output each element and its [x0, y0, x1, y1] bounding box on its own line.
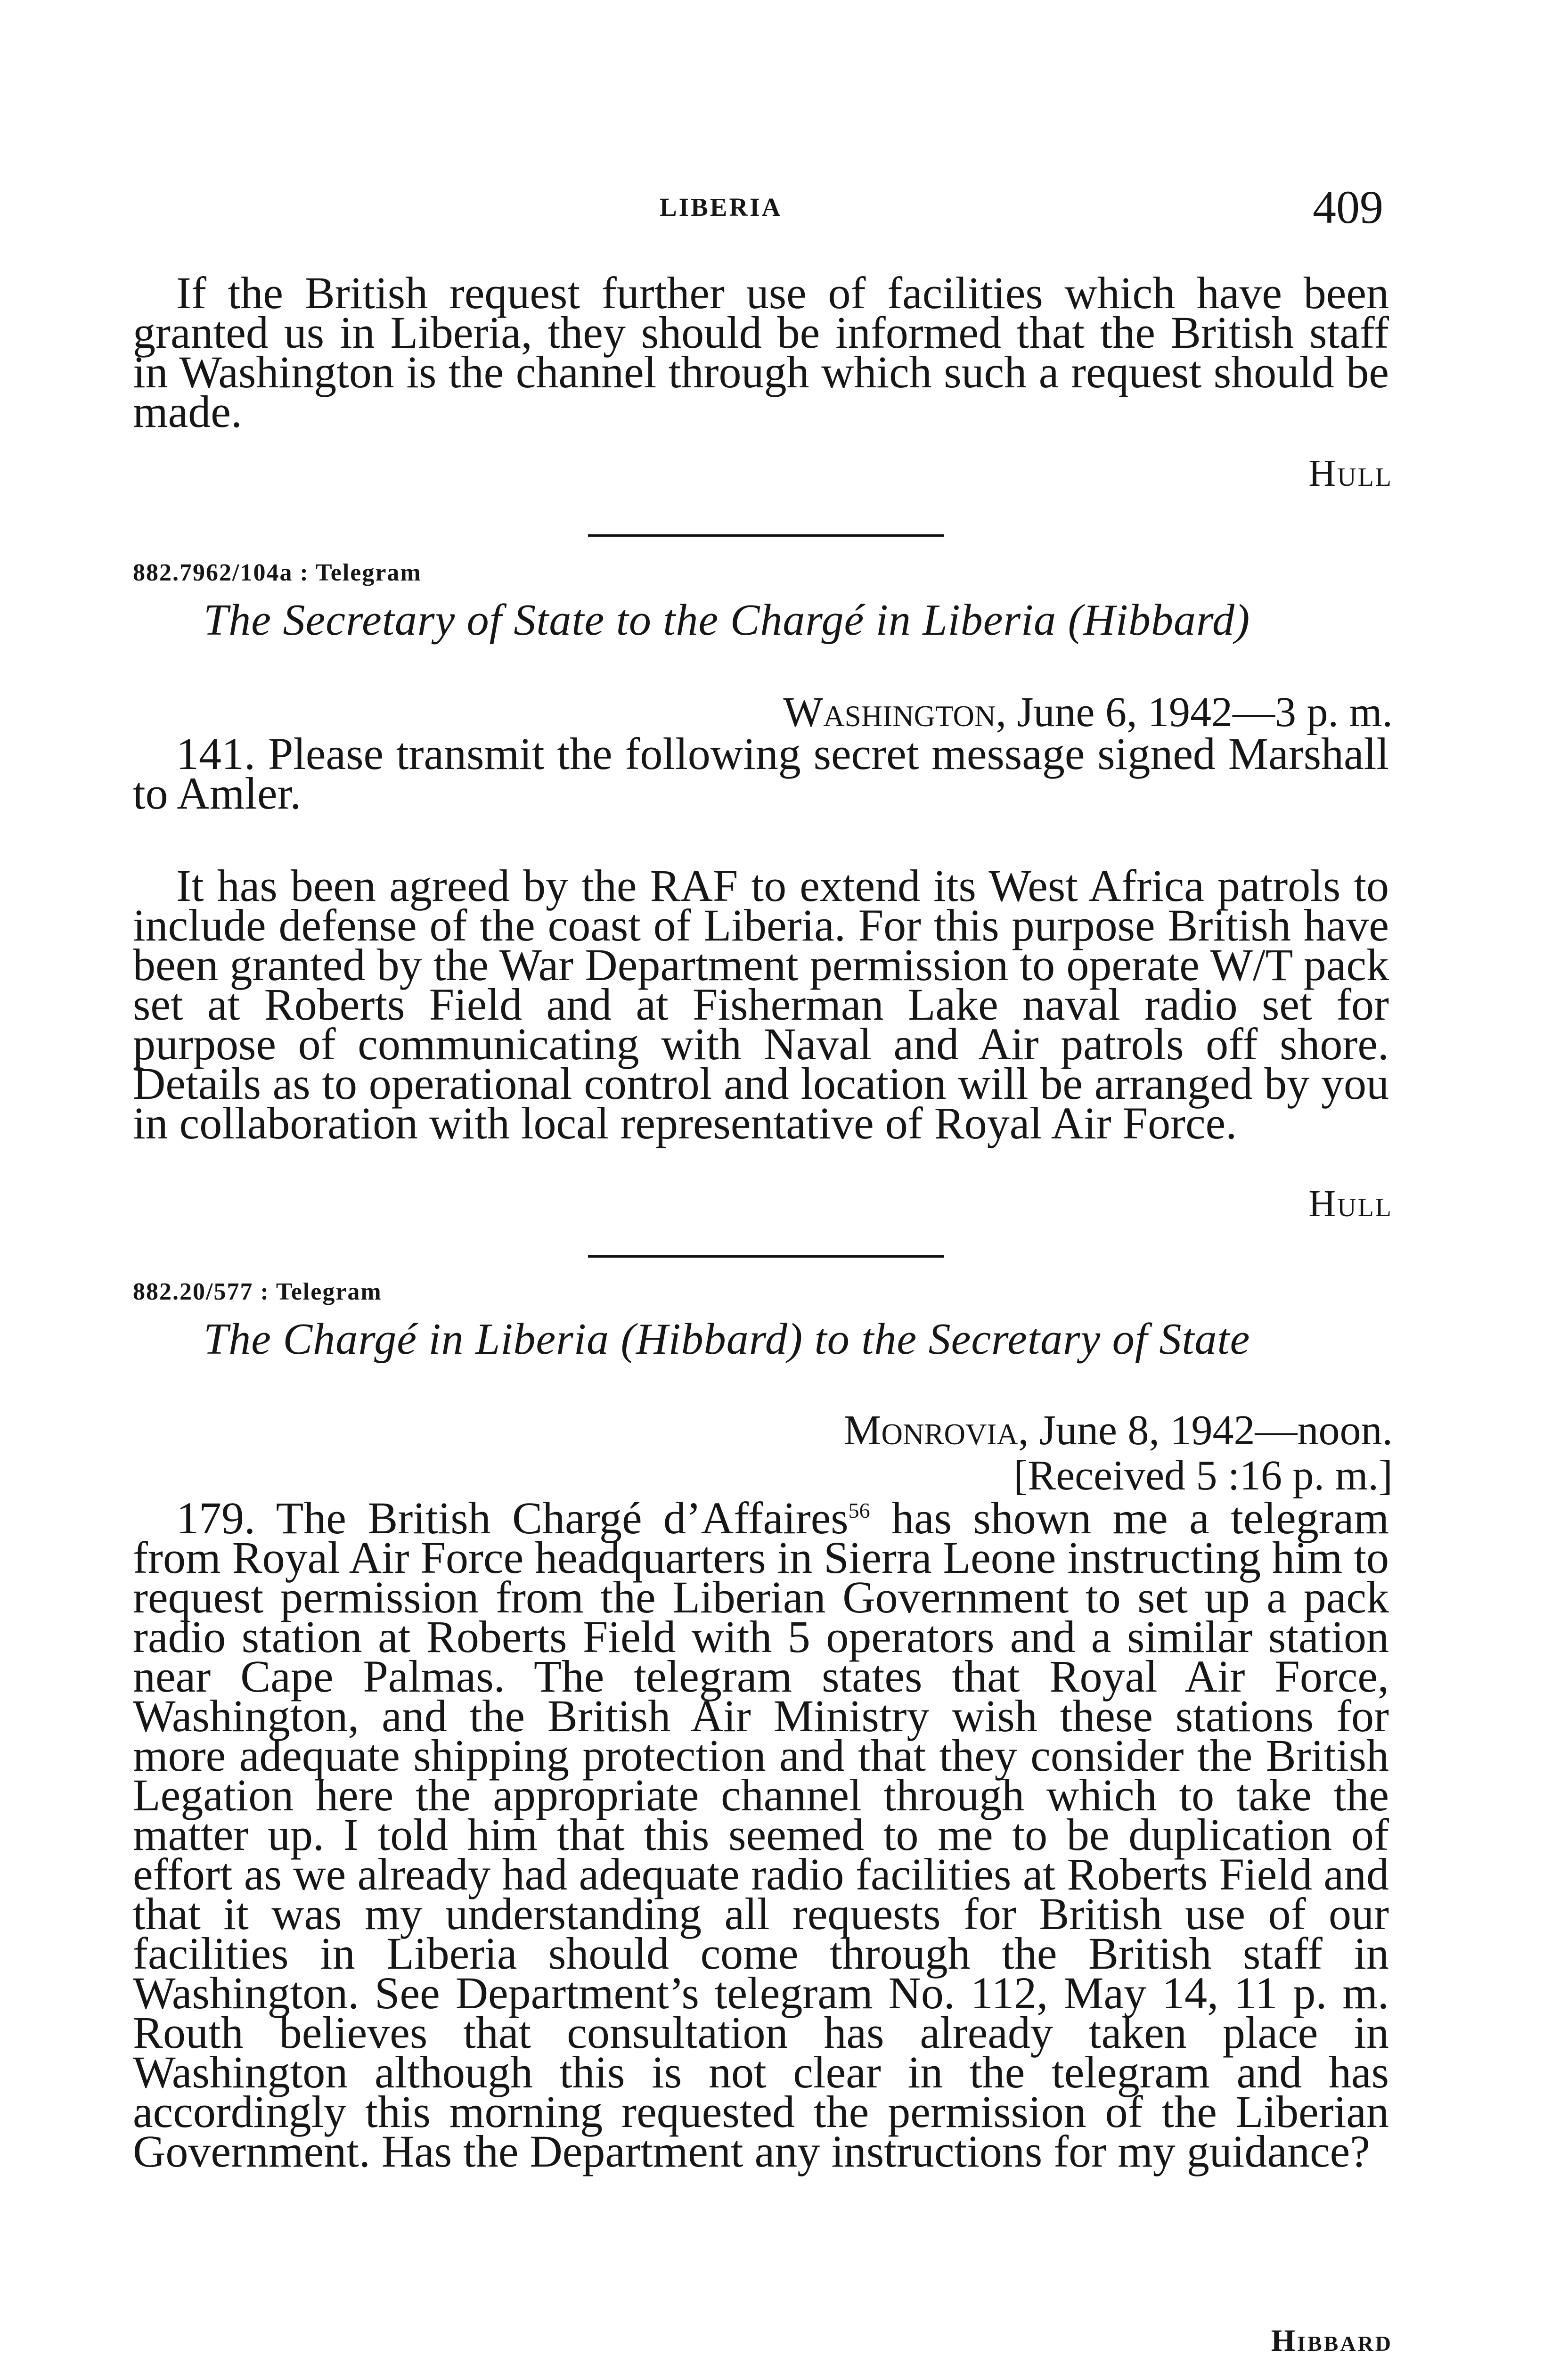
document-1-dateline-place: Washington, [783, 689, 1007, 736]
document-2-dateline-place: Monrovia, [843, 1407, 1029, 1454]
document-2-dateline [844, 1406, 1393, 1455]
document-1-title: The Secretary of State to the Chargé in Liberia (Hibbard) [204, 596, 1250, 645]
document-1-paragraph-1: 141. Please transmit the following secret message signed Marshall to Amler. [133, 728, 1389, 818]
document-2-para-start: 179. The British Chargé d’Affaires [176, 1493, 849, 1543]
document-1-signature: Hull [1308, 1183, 1393, 1225]
page-number: 409 [1313, 181, 1383, 233]
intro-paragraph: If the British request further use of facilities which have been granted us in Liberia, they should be informed that the British staff in Washington is the channel through which such a request should be made. [133, 268, 1389, 437]
document-2-received: [Received 5 :16 p. m.] [1013, 1452, 1393, 1499]
document-1-paragraph-2: It has been agreed by the RAF to extend its West Africa patrols to include defense of the coast of Liberia. For this purpose British have been granted by the War Department permission to operate W/T pack set at Roberts Field and at Fisherman Lake naval radio set for purpose of communicating with Naval and Air patrols off shore. Details as to operational control and location will be arranged by you in collaboration with local representative of Royal Air Force. [133, 860, 1389, 1148]
intro-signature: Hull [1308, 453, 1393, 494]
section-divider [588, 534, 944, 537]
document-2-title: The Chargé in Liberia (Hibbard) to the Secretary of State [204, 1315, 1250, 1364]
section-divider [588, 1255, 944, 1258]
document-1-file-ref: 882.7962/104a : Telegram [133, 559, 422, 586]
document-1-dateline-date: June 6, 1942—3 p. m. [1017, 689, 1393, 736]
document-2-paragraph [133, 1493, 1389, 2176]
document-2-para-rest: has shown me a telegram from Royal Air Force headquarters in Sierra Leone instructing him to request permission from the Liberian Government to set up a pack radio station at Roberts Field with 5 operators and a similar station near Cape Palmas. The telegram states that Royal Air Force, Washington, and the British Air Ministry wish these stations for more adequate shipping protection and that they consider the British Legation here the appropriate channel through which to take the matter up. I told him that this seemed to me to be duplication of effort as we already had adequate radio facilities at Roberts Field and that it was my understanding all requests for British use of our facilities in Liberia should come through the British staff in Washington. See Department’s telegram No. 112, May 14, 11 p. m. Routh believes that consultation has already taken place in Washington although this is not clear in the telegram and has accordingly this morning requested the permission of the Liberian Government. Has the Department any instructions for my guidance? [133, 1493, 1389, 2176]
document-2-file-ref: 882.20/577 : Telegram [133, 1278, 382, 1305]
footnote-reference: 56 [848, 1498, 870, 1522]
document-2-signature: Hibbard [1271, 2323, 1393, 2356]
document-2-dateline-date: June 8, 1942—noon. [1039, 1407, 1393, 1454]
running-head: LIBERIA [660, 193, 783, 221]
